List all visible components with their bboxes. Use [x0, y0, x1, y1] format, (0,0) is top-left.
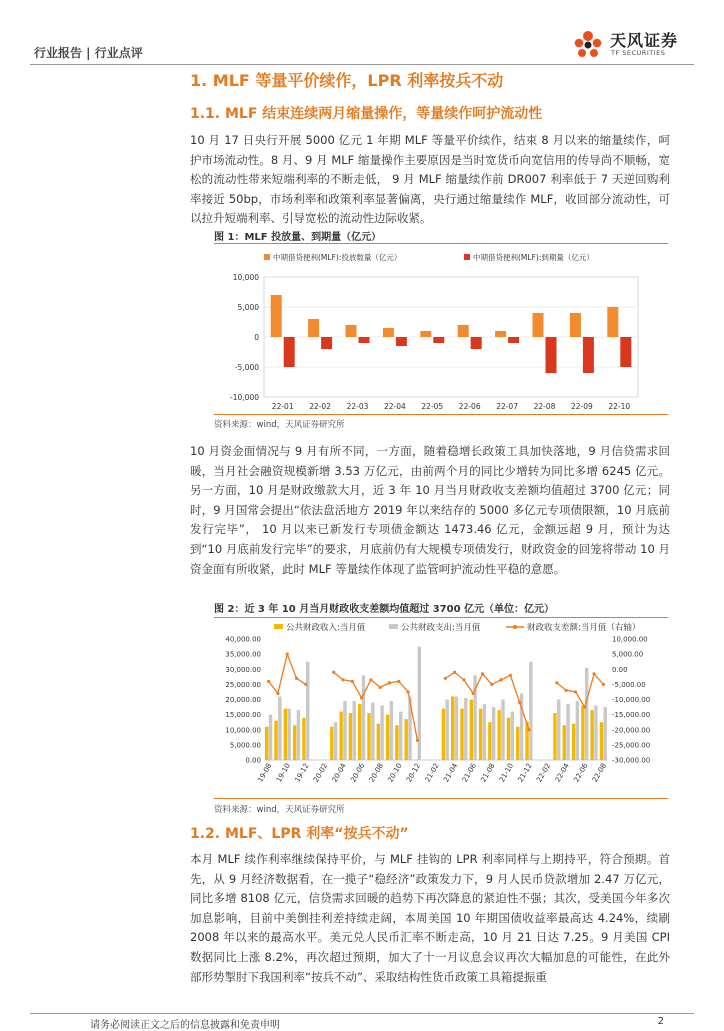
y-left-tick-label: 0.00	[245, 756, 261, 765]
bar-revenue	[395, 725, 398, 760]
figure-1-bottom-rule	[214, 414, 668, 415]
bar-mlf-issuance	[271, 295, 282, 337]
bar-expenditure	[371, 703, 374, 760]
balance-point	[555, 681, 558, 684]
paragraph-2-text: 10 月资金面情况与 9 月有所不同，一方面，随着稳增长政策工具加快落地，9 月信贷需求回暖，当月社会融资规模新增 3.53 万亿元，由前两个月的同比少增转为同比多增 6245 亿元。另一方面，10 月是财政缴款大月，近 3 年 10 月当月财政收支差额均值超过 3700 亿元；同时，9 月国常会提出“依法盘活地方 2019 年以来结存的 5000 多亿元专项债限额，10 月底前发行完毕”， 10 月以来已新发行专项债金额达 1473.46 亿元，金额远超 9 月，预计为达到“10 月底前发行完毕”的要求，月底前仍有大规模专项债发行，财政资金的回笼将带动 10 月资金面有所收紧，此时 MLF 等量续作体现了监管呵护流动性平稳的意愿。	[190, 444, 670, 576]
bar-expenditure	[585, 668, 588, 760]
y-left-tick-label: 15,000.00	[225, 711, 261, 720]
x-tick-label: 22-05	[421, 402, 444, 411]
balance-point	[379, 686, 382, 689]
footer-divider	[30, 1013, 694, 1014]
balance-point	[304, 683, 307, 686]
bar-mlf-issuance	[495, 331, 506, 337]
x-tick-label: 22-10	[608, 402, 631, 411]
balance-line-segment	[269, 654, 306, 693]
figure-1-rule	[214, 243, 668, 244]
bar-expenditure	[483, 704, 486, 760]
y-left-tick-label: 40,000.00	[225, 635, 261, 644]
x-tick-label: 21-02	[423, 762, 441, 784]
x-tick-label: 22-08	[533, 402, 556, 411]
balance-point	[462, 678, 465, 681]
bar-revenue	[330, 727, 333, 760]
bar-mlf-issuance	[458, 325, 469, 337]
bar-revenue	[470, 700, 473, 761]
bar-expenditure	[390, 701, 393, 760]
balance-point	[360, 696, 363, 699]
y-left-tick-label: 25,000.00	[225, 680, 261, 689]
bar-revenue	[386, 715, 389, 760]
bar-expenditure	[492, 707, 495, 760]
bar-expenditure	[287, 709, 290, 760]
bar-mlf-maturity	[471, 337, 482, 349]
bar-revenue	[488, 722, 491, 760]
bar-revenue	[507, 718, 510, 760]
bar-mlf-maturity	[284, 337, 295, 367]
bar-revenue	[377, 724, 380, 760]
legend-label-balance: 财政收支差额:当月值（右轴）	[527, 623, 641, 633]
balance-point	[407, 690, 410, 693]
paragraph-1-text: 10 月 17 日央行开展 5000 亿元 1 年期 MLF 等量平价续作，结束 8 月以来的缩量续作，呵护市场流动性。8 月、9 月 MLF 缩量操作主要原因是当时宽货币向宽信用的传导尚不顺畅，宽松的流动性带来短端利率的不断走低， 9 月 MLF 缩量续作前 DR007 利率低于 7 天逆回购利率接近 50bp，市场利率和政策利率显著偏离，央行通过缩量续作 MLF，收回部分流动性，可以拉升短端利率、引导宽松的流动性边际收紧。	[190, 133, 670, 226]
header-divider	[30, 64, 694, 65]
balance-point	[509, 674, 512, 677]
logo-flower-icon	[568, 26, 608, 60]
bar-revenue	[405, 719, 408, 760]
logo-text-cn: 天风证券	[610, 31, 679, 50]
figure-1-caption: 图 1：MLF 投放量、到期量（亿元）	[214, 232, 382, 243]
y-left-tick-label: 30,000.00	[225, 665, 261, 674]
bar-expenditure	[566, 704, 569, 760]
bar-revenue	[581, 706, 584, 760]
bar-expenditure	[278, 696, 281, 760]
bar-expenditure	[576, 701, 579, 760]
bar-expenditure	[353, 701, 356, 760]
bar-expenditure	[464, 698, 467, 760]
y-tick-label: -10,000	[230, 393, 259, 402]
bar-revenue	[460, 709, 463, 760]
balance-point	[444, 677, 447, 680]
legend-label-expenditure: 公共财政支出:当月值	[401, 623, 481, 633]
balance-point	[592, 672, 595, 675]
legend-swatch-expenditure	[389, 624, 398, 629]
x-tick-label: 22-08	[590, 762, 609, 784]
bar-expenditure	[594, 706, 597, 760]
bar-revenue	[274, 721, 277, 760]
bar-expenditure	[343, 701, 346, 760]
bar-mlf-maturity	[396, 337, 407, 346]
bar-mlf-issuance	[420, 331, 431, 337]
legend-marker-balance	[513, 625, 517, 629]
balance-line-segment	[557, 674, 604, 707]
x-tick-label: 21-06	[460, 762, 478, 784]
section-heading-1-1: 1.1. MLF 结束连续两月缩量操作，等量续作呵护流动性	[190, 106, 543, 122]
bar-revenue	[497, 710, 500, 760]
paragraph-3	[190, 850, 670, 987]
bar-revenue	[572, 724, 575, 760]
x-tick-label: 21-08	[479, 762, 497, 784]
balance-point	[481, 672, 484, 675]
balance-point	[518, 701, 521, 704]
bar-revenue	[442, 709, 445, 760]
y-tick-label: 10,000	[232, 273, 259, 282]
balance-point	[574, 690, 577, 693]
bar-revenue	[553, 713, 556, 760]
bar-mlf-maturity	[321, 337, 332, 349]
figure-2-chart	[214, 619, 668, 795]
bar-revenue	[265, 727, 268, 760]
figure-2-caption: 图 2：近 3 年 10 月当月财政收支差额均值超过 3700 亿元（单位：亿元）	[214, 604, 555, 615]
bar-expenditure	[418, 647, 421, 760]
bar-mlf-maturity	[433, 337, 444, 343]
figure-1-chart	[214, 245, 668, 413]
bar-revenue	[339, 712, 342, 760]
x-tick-label: 19-12	[293, 762, 311, 784]
paragraph-3-text: 本月 MLF 续作利率继续保持平价，与 MLF 挂钩的 LPR 利率同样与上期持平，符合预期。首先，从 9 月经济数据看，在一揽子“稳经济”政策发力下，9 月人民币贷款增加 2.47 万亿元，同比多增 8108 亿元，信贷需求回暖的趋势下再次降息的紧迫性不强；其次，受美国今年多次加息影响，目前中美倒挂利差持续走阔，本周美国 10 年期国债收益率最高达 4.24%，续刷 2008 年以来的最高水平。美元兑人民币汇率不断走高，10 月 21 日达 7.25。9 月美国 CPI 数据同比上涨 8.2%，再次超过预期，加大了十一月议息会议再次大幅加息的可能性，在此外部形势掣肘下我国利率“按兵不动”、采取结构性货币政策工具箱提振重	[190, 852, 670, 984]
balance-point	[453, 671, 456, 674]
balance-point	[416, 739, 419, 742]
bar-revenue	[358, 704, 361, 760]
x-tick-label: 21-12	[516, 762, 534, 784]
legend-label-maturity: 中期借贷便利(MLF):到期量（亿元）	[473, 253, 594, 262]
x-tick-label: 22-04	[553, 762, 571, 784]
y-right-tick-label: 10,000.00	[612, 635, 648, 644]
legend-swatch-maturity	[464, 254, 470, 260]
bar-expenditure	[604, 707, 607, 760]
paragraph-1	[190, 131, 670, 229]
tf-securities-logo	[568, 26, 698, 62]
balance-point	[286, 653, 289, 656]
bar-revenue	[516, 727, 519, 760]
figure-2-rule	[214, 617, 668, 618]
bar-mlf-issuance	[607, 307, 618, 337]
y-left-tick-label: 35,000.00	[225, 650, 261, 659]
bar-mlf-issuance	[533, 313, 544, 337]
page-number: 2	[657, 1016, 664, 1027]
y-right-tick-label: -30,000.00	[612, 756, 651, 765]
bar-expenditure	[511, 712, 514, 760]
bar-expenditure	[445, 700, 448, 761]
x-tick-label: 19-10	[274, 762, 292, 784]
x-tick-label: 20-12	[405, 762, 423, 784]
x-tick-label: 20-02	[312, 762, 330, 784]
bar-revenue	[284, 709, 287, 760]
bar-expenditure	[297, 710, 300, 760]
bar-mlf-maturity	[359, 337, 370, 343]
legend-swatch-issuance	[264, 254, 270, 260]
x-tick-label: 22-07	[496, 402, 518, 411]
balance-point	[295, 677, 298, 680]
y-left-tick-label: 10,000.00	[225, 726, 261, 735]
bar-revenue	[600, 722, 603, 760]
y-tick-label: 5,000	[237, 303, 259, 312]
y-left-tick-label: 5,000.00	[229, 741, 261, 750]
y-right-tick-label: -20,000.00	[612, 726, 651, 735]
y-right-tick-label: 5,000.00	[612, 650, 644, 659]
bar-expenditure	[501, 700, 504, 761]
bar-expenditure	[529, 662, 532, 760]
balance-point	[388, 681, 391, 684]
y-tick-label: -5,000	[234, 363, 259, 372]
bar-revenue	[563, 725, 566, 760]
figure-2-source: 资料来源：wind，天风证券研究所	[214, 805, 345, 815]
x-tick-label: 22-02	[309, 402, 331, 411]
bar-revenue	[349, 713, 352, 760]
balance-point	[499, 678, 502, 681]
y-right-tick-label: 0.00	[612, 665, 628, 674]
x-tick-label: 20-06	[349, 762, 367, 784]
x-tick-label: 22-04	[384, 402, 406, 411]
bar-revenue	[302, 718, 305, 760]
report-category: 行业报告 | 行业点评	[34, 46, 143, 60]
bar-revenue	[367, 713, 370, 760]
balance-point	[583, 705, 586, 708]
balance-point	[472, 692, 475, 695]
section-heading-1-2: 1.2. MLF、LPR 利率“按兵不动”	[190, 826, 409, 842]
bar-mlf-maturity	[546, 337, 557, 373]
bar-revenue	[590, 710, 593, 760]
bar-expenditure	[334, 722, 337, 760]
y-tick-label: 0	[254, 333, 259, 342]
paragraph-2	[190, 442, 670, 579]
x-tick-label: 22-06	[572, 762, 590, 784]
x-tick-label: 22-02	[535, 762, 553, 784]
balance-point	[351, 680, 354, 683]
x-tick-label: 22-09	[571, 402, 593, 411]
bar-expenditure	[399, 712, 402, 760]
balance-point	[565, 689, 568, 692]
figure-1-source: 资料来源：wind，天风证券研究所	[214, 420, 345, 430]
footer-disclaimer: 请务必阅读正文之后的信息披露和免责申明	[90, 1020, 280, 1031]
x-tick-label: 21-04	[442, 762, 460, 784]
balance-point	[490, 683, 493, 686]
x-tick-label: 22-06	[458, 402, 481, 411]
bar-mlf-maturity	[583, 337, 594, 373]
y-right-tick-label: -10,000.00	[612, 696, 651, 704]
logo-text-en: TF SECURITIES	[611, 49, 666, 57]
x-tick-label: 20-08	[367, 762, 385, 784]
y-right-tick-label: -25,000.00	[612, 741, 651, 750]
balance-point	[369, 678, 372, 681]
legend-label-issuance: 中期借贷便利(MLF):投放数量（亿元）	[273, 253, 402, 262]
balance-point	[341, 678, 344, 681]
bar-revenue	[451, 696, 454, 760]
bar-mlf-maturity	[508, 337, 519, 343]
bar-mlf-issuance	[346, 325, 357, 337]
balance-point	[527, 728, 530, 731]
figure-2-bottom-rule	[214, 798, 668, 799]
bar-expenditure	[269, 715, 272, 760]
bar-expenditure	[557, 700, 560, 761]
bar-mlf-issuance	[308, 319, 319, 337]
x-tick-label: 22-03	[346, 402, 369, 411]
x-tick-label: 21-10	[498, 762, 516, 784]
bar-expenditure	[455, 696, 458, 760]
balance-point	[332, 671, 335, 674]
section-heading-1: 1. MLF 等量平价续作，LPR 利率按兵不动	[190, 71, 504, 90]
y-left-tick-label: 20,000.00	[225, 696, 261, 704]
balance-point	[267, 680, 270, 683]
x-tick-label: 20-04	[330, 762, 348, 784]
bar-expenditure	[362, 675, 365, 760]
legend-swatch-revenue	[274, 624, 283, 629]
x-tick-label: 19-08	[256, 762, 274, 784]
bar-mlf-issuance	[570, 313, 581, 337]
legend-label-revenue: 公共财政收入:当月值	[286, 623, 366, 633]
bar-mlf-maturity	[620, 337, 631, 367]
y-right-tick-label: -15,000.00	[612, 711, 651, 720]
bar-mlf-issuance	[383, 328, 394, 337]
bar-expenditure	[306, 662, 309, 760]
x-tick-label: 22-01	[271, 402, 294, 411]
balance-point	[602, 683, 605, 686]
balance-point	[276, 692, 279, 695]
bar-expenditure	[380, 706, 383, 760]
balance-point	[397, 680, 400, 683]
bar-revenue	[293, 725, 296, 760]
x-tick-label: 20-10	[386, 762, 404, 784]
bar-revenue	[479, 709, 482, 760]
y-right-tick-label: -5,000.00	[612, 680, 646, 689]
